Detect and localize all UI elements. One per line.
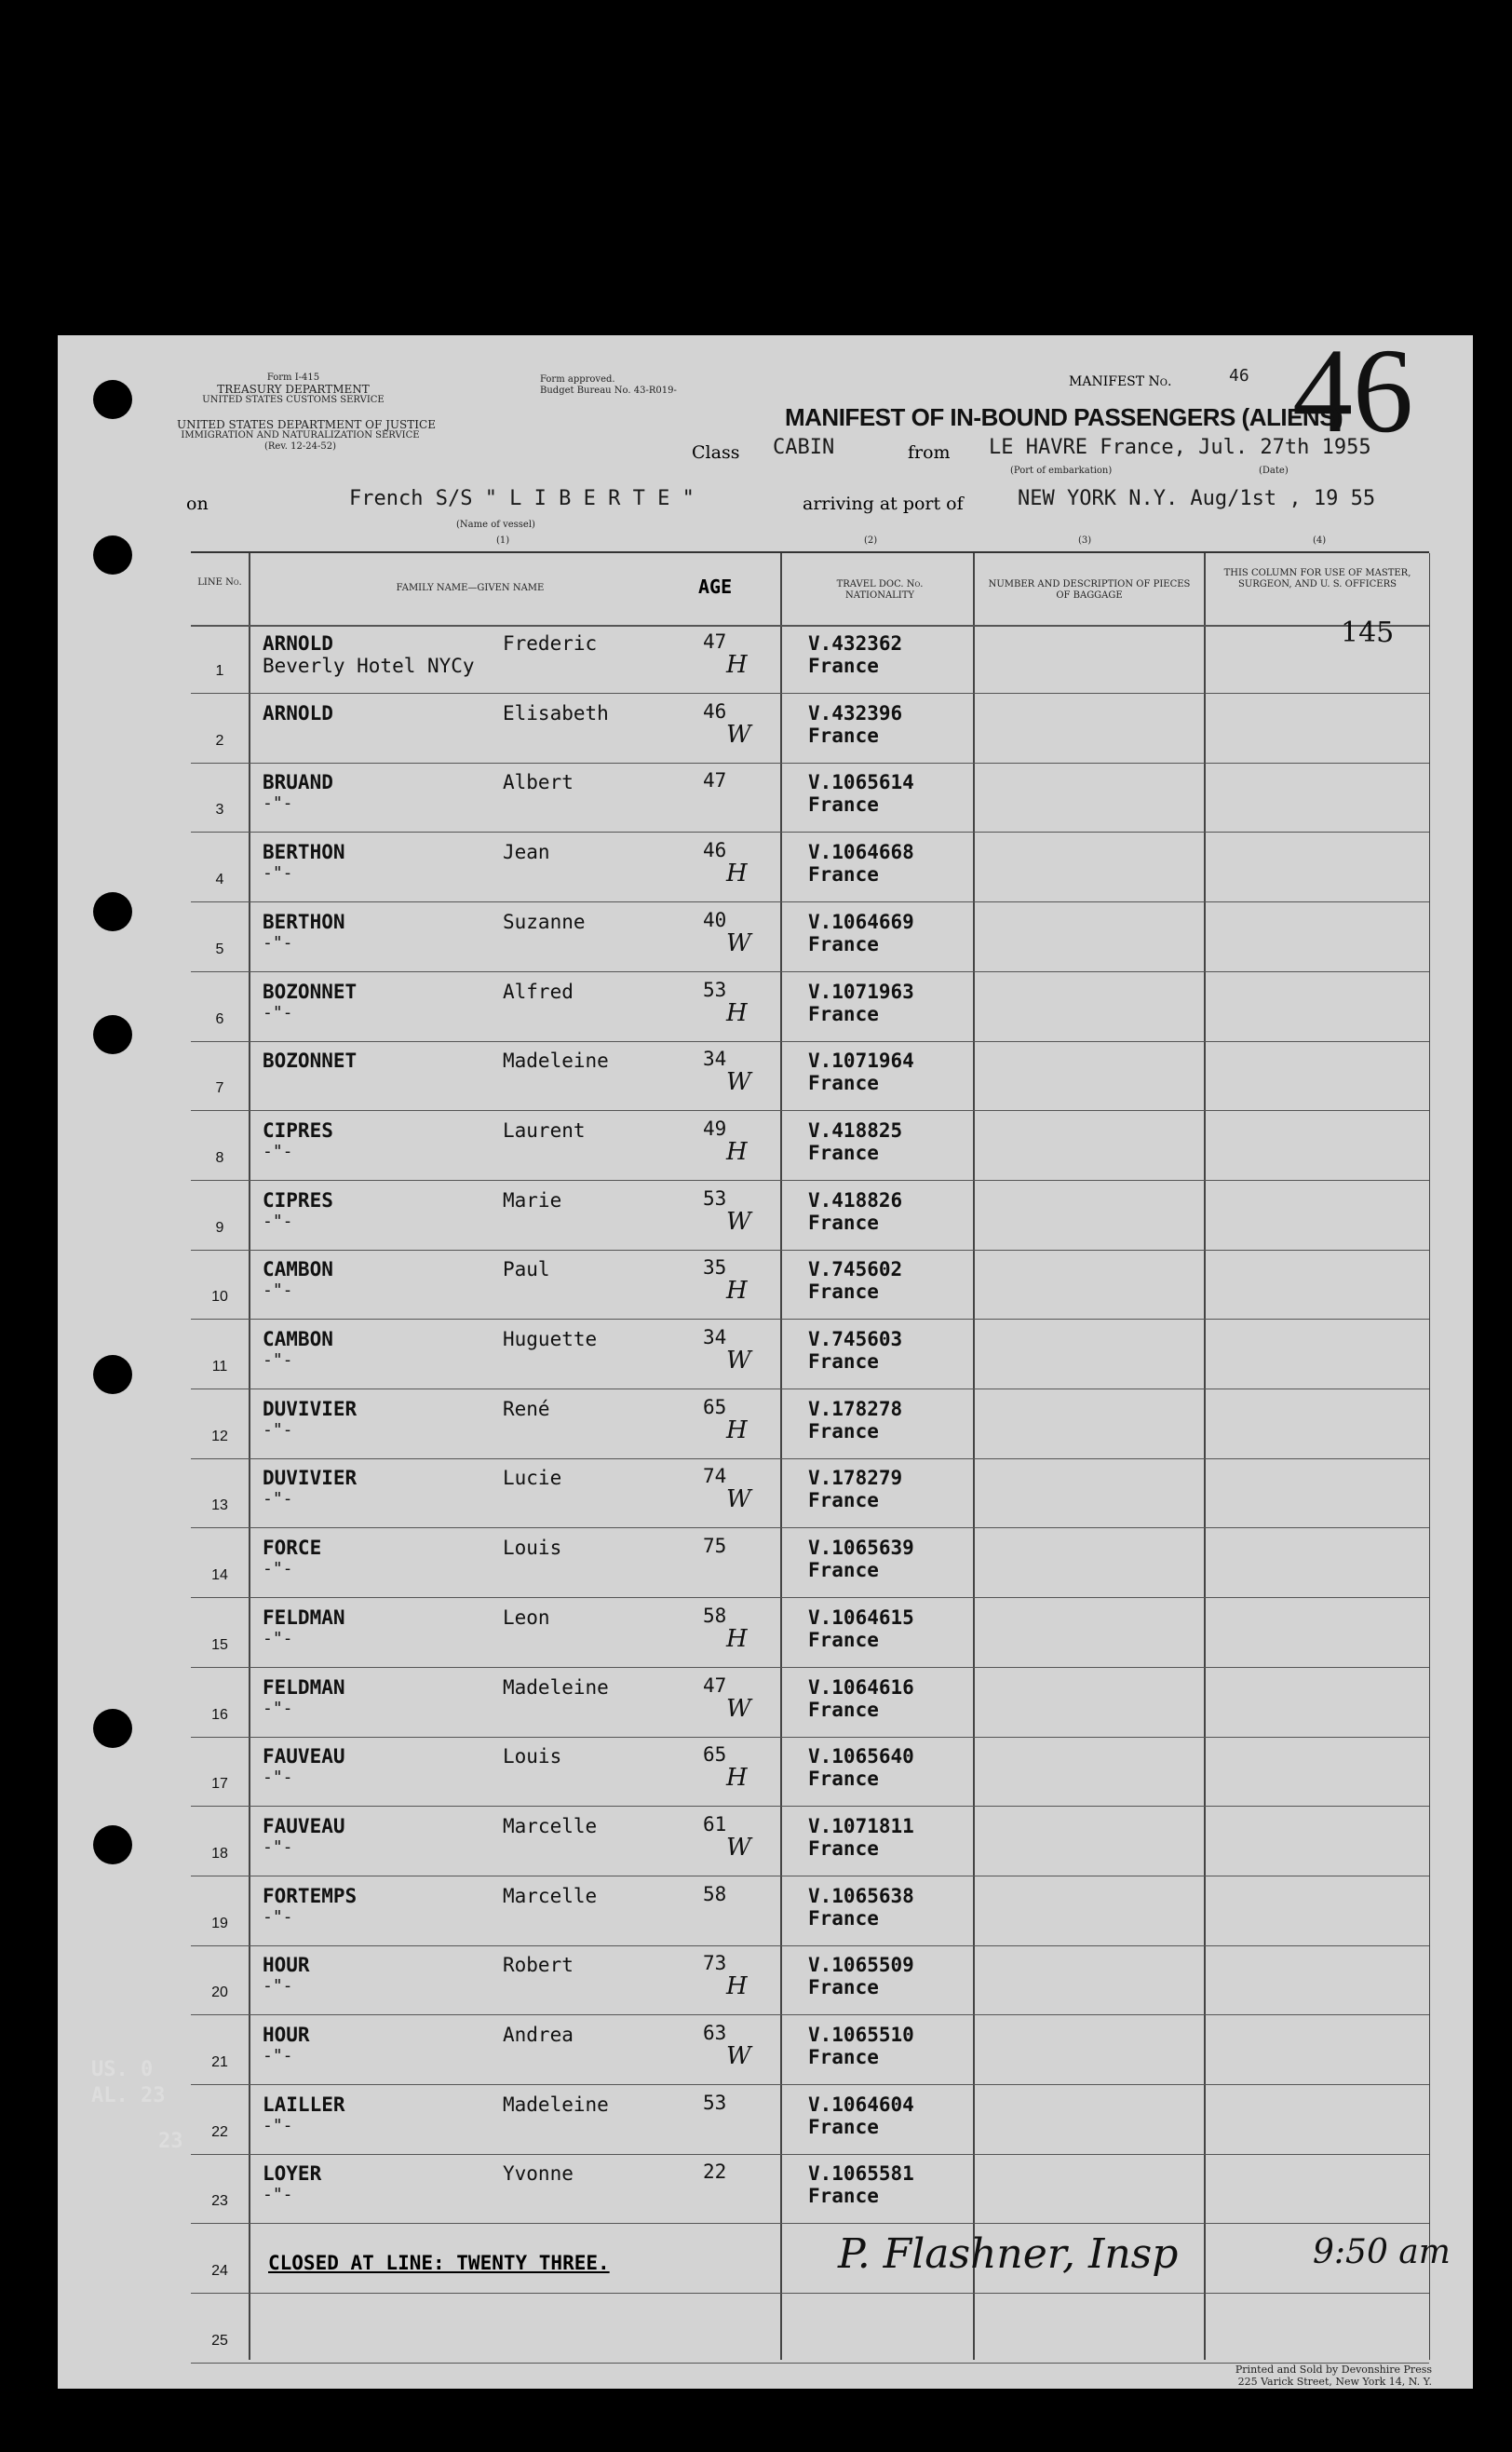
family-name: FELDMAN bbox=[263, 1606, 345, 1629]
travel-doc-number: V.1064615 bbox=[808, 1606, 914, 1629]
nationality: France bbox=[808, 1699, 879, 1721]
family-name: DUVIVIER bbox=[263, 1467, 358, 1489]
age: 63 bbox=[703, 2022, 727, 2044]
line-number: 15 bbox=[211, 1637, 228, 1653]
col-header-name: FAMILY NAME—GIVEN NAME bbox=[396, 583, 545, 593]
vessel-name: French S/S " L I B E R T E " bbox=[349, 487, 695, 510]
travel-doc-number: V.1064669 bbox=[808, 911, 914, 933]
sex-mark: H bbox=[726, 999, 748, 1027]
given-name: Leon bbox=[503, 1606, 550, 1629]
travel-doc-number: V.432362 bbox=[808, 632, 903, 655]
sex-mark: W bbox=[726, 2042, 751, 2070]
nationality: France bbox=[808, 1003, 879, 1025]
inspector-signature: P. Flashner, Insp bbox=[838, 2230, 1179, 2278]
age: 65 bbox=[703, 1743, 727, 1766]
sex-mark: H bbox=[726, 1416, 748, 1444]
nationality: France bbox=[808, 2116, 879, 2138]
residence-or-ditto: -"- bbox=[263, 1768, 293, 1787]
nationality: France bbox=[808, 2046, 879, 2068]
given-name: Lucie bbox=[503, 1467, 562, 1489]
given-name: René bbox=[503, 1398, 550, 1420]
family-name: LOYER bbox=[263, 2162, 322, 2185]
residence-or-ditto: -"- bbox=[263, 1212, 293, 1231]
form-header-justice: UNITED STATES DEPARTMENT OF JUSTICE IMMIGRATION AND NATURALIZATION SERVICE (Rev. 12-24-52) bbox=[177, 418, 436, 452]
manifest-number-typed: 46 bbox=[1229, 366, 1249, 386]
residence-or-ditto: -"- bbox=[263, 1420, 293, 1440]
col-header-age: AGE bbox=[698, 576, 733, 598]
family-name: CIPRES bbox=[263, 1189, 333, 1212]
residence-or-ditto: -"- bbox=[263, 1976, 293, 1996]
age: 61 bbox=[703, 1813, 727, 1836]
date-caption: (Date) bbox=[1259, 466, 1289, 476]
nationality: France bbox=[808, 1280, 879, 1303]
line-number: 24 bbox=[211, 2263, 228, 2279]
age: 47 bbox=[703, 769, 727, 792]
given-name: Louis bbox=[503, 1745, 562, 1768]
line-number: 16 bbox=[211, 1707, 228, 1723]
col-header-officers: THIS COLUMN FOR USE OF MASTER, SURGEON, AND U. S. OFFICERS bbox=[1223, 568, 1411, 589]
nationality: France bbox=[808, 1976, 879, 1998]
age: 75 bbox=[703, 1535, 727, 1557]
residence-or-ditto: Beverly Hotel NYCy bbox=[263, 655, 475, 677]
binder-hole bbox=[93, 535, 132, 575]
age: 53 bbox=[703, 2092, 727, 2114]
travel-doc-number: V.1065614 bbox=[808, 771, 914, 793]
class-label: Class bbox=[692, 442, 740, 463]
sex-mark: H bbox=[726, 1138, 748, 1166]
given-name: Laurent bbox=[503, 1119, 586, 1142]
age: 53 bbox=[703, 1187, 727, 1210]
given-name: Madeleine bbox=[503, 1050, 609, 1072]
given-name: Elisabeth bbox=[503, 702, 609, 725]
nationality: France bbox=[808, 793, 879, 816]
family-name: FORTEMPS bbox=[263, 1885, 358, 1907]
line-number: 5 bbox=[215, 942, 224, 957]
arrival-port-date: NEW YORK N.Y. Aug/1st , 19 55 bbox=[1018, 487, 1376, 510]
binder-hole bbox=[93, 1015, 132, 1054]
binder-hole bbox=[93, 1825, 132, 1864]
line-number: 4 bbox=[215, 872, 224, 887]
family-name: BRUAND bbox=[263, 771, 333, 793]
family-name: CIPRES bbox=[263, 1119, 333, 1142]
residence-or-ditto: -"- bbox=[263, 1489, 293, 1509]
passenger-table bbox=[191, 551, 1429, 2360]
age: 65 bbox=[703, 1396, 727, 1418]
given-name: Robert bbox=[503, 1954, 574, 1976]
nationality: France bbox=[808, 1907, 879, 1930]
family-name: FORCE bbox=[263, 1537, 322, 1559]
line-number: 9 bbox=[215, 1220, 224, 1236]
line-number: 14 bbox=[211, 1567, 228, 1583]
residence-or-ditto: -"- bbox=[263, 1559, 293, 1578]
age: 47 bbox=[703, 630, 727, 653]
given-name: Albert bbox=[503, 771, 574, 793]
line-number: 17 bbox=[211, 1776, 228, 1792]
residence-or-ditto: -"- bbox=[263, 1837, 293, 1857]
residence-or-ditto: -"- bbox=[263, 1280, 293, 1300]
col-header-line: LINE No. bbox=[197, 577, 242, 588]
travel-doc-number: V.745603 bbox=[808, 1328, 903, 1350]
manifest-number-label: MANIFEST No. bbox=[1069, 374, 1172, 389]
given-name: Marcelle bbox=[503, 1815, 598, 1837]
travel-doc-number: V.1071811 bbox=[808, 1815, 914, 1837]
family-name: BERTHON bbox=[263, 841, 345, 863]
sex-mark: W bbox=[726, 1068, 751, 1096]
family-name: DUVIVIER bbox=[263, 1398, 358, 1420]
line-number: 23 bbox=[211, 2193, 228, 2209]
sex-mark: W bbox=[726, 1834, 751, 1862]
age: 58 bbox=[703, 1605, 727, 1627]
family-name: LAILLER bbox=[263, 2093, 345, 2116]
given-name: Suzanne bbox=[503, 911, 586, 933]
line-number: 7 bbox=[215, 1080, 224, 1096]
binder-hole bbox=[93, 380, 132, 419]
line-number: 12 bbox=[211, 1429, 228, 1444]
age: 74 bbox=[703, 1465, 727, 1487]
from-label: from bbox=[908, 442, 951, 463]
manifest-title: MANIFEST OF IN-BOUND PASSENGERS (ALIENS) bbox=[785, 403, 1343, 431]
age: 35 bbox=[703, 1256, 727, 1279]
given-name: Madeleine bbox=[503, 2093, 609, 2116]
sex-mark: W bbox=[726, 929, 751, 957]
residence-or-ditto: -"- bbox=[263, 1907, 293, 1927]
sex-mark: W bbox=[726, 1347, 751, 1375]
age: 49 bbox=[703, 1118, 727, 1140]
residence-or-ditto: -"- bbox=[263, 1350, 293, 1370]
sex-mark: H bbox=[726, 651, 748, 679]
family-name: FAUVEAU bbox=[263, 1745, 345, 1768]
family-name: FAUVEAU bbox=[263, 1815, 345, 1837]
binder-hole bbox=[93, 1709, 132, 1748]
residence-or-ditto: -"- bbox=[263, 2185, 293, 2204]
residence-or-ditto: -"- bbox=[263, 863, 293, 883]
sex-mark: H bbox=[726, 1972, 748, 2000]
col-num-2: (2) bbox=[864, 535, 878, 546]
nationality: France bbox=[808, 655, 879, 677]
line-number: 3 bbox=[215, 802, 224, 818]
line-number: 22 bbox=[211, 2124, 228, 2140]
family-name: HOUR bbox=[263, 1954, 310, 1976]
nationality: France bbox=[808, 1559, 879, 1581]
family-name: ARNOLD bbox=[263, 702, 333, 725]
age: 53 bbox=[703, 979, 727, 1001]
on-label: on bbox=[186, 494, 209, 514]
nationality: France bbox=[808, 1768, 879, 1790]
nationality: France bbox=[808, 863, 879, 886]
line-number: 11 bbox=[211, 1359, 228, 1375]
class-value: CABIN bbox=[773, 436, 835, 459]
binder-hole bbox=[93, 1355, 132, 1394]
family-name: CAMBON bbox=[263, 1258, 333, 1280]
residence-or-ditto: -"- bbox=[263, 1142, 293, 1161]
officer-note: 145 bbox=[1341, 616, 1395, 649]
residence-or-ditto: -"- bbox=[263, 2116, 293, 2135]
tally-us: US. 0 bbox=[91, 2058, 154, 2081]
line-number: 6 bbox=[215, 1011, 224, 1027]
age: 46 bbox=[703, 700, 727, 723]
line-number: 18 bbox=[211, 1846, 228, 1862]
col-num-1: (1) bbox=[496, 535, 510, 546]
col-num-3: (3) bbox=[1078, 535, 1092, 546]
col-num-4: (4) bbox=[1313, 535, 1327, 546]
travel-doc-number: V.1065640 bbox=[808, 1745, 914, 1768]
travel-doc-number: V.418826 bbox=[808, 1189, 903, 1212]
sex-mark: W bbox=[726, 1208, 751, 1236]
age: 58 bbox=[703, 1883, 727, 1905]
line-number: 10 bbox=[211, 1289, 228, 1305]
line-number: 2 bbox=[215, 733, 224, 749]
age: 34 bbox=[703, 1326, 727, 1348]
travel-doc-number: V.432396 bbox=[808, 702, 903, 725]
age: 22 bbox=[703, 2161, 727, 2183]
form-approval: Form approved. Budget Bureau No. 43-R019- bbox=[540, 374, 677, 396]
line-number: 25 bbox=[211, 2333, 228, 2349]
line-number: 20 bbox=[211, 1985, 228, 2000]
line-number: 19 bbox=[211, 1916, 228, 1931]
family-name: BOZONNET bbox=[263, 981, 358, 1003]
nationality: France bbox=[808, 1142, 879, 1164]
given-name: Marie bbox=[503, 1189, 562, 1212]
travel-doc-number: V.1065639 bbox=[808, 1537, 914, 1559]
travel-doc-number: V.1071964 bbox=[808, 1050, 914, 1072]
given-name: Frederic bbox=[503, 632, 598, 655]
given-name: Jean bbox=[503, 841, 550, 863]
family-name: ARNOLD bbox=[263, 632, 333, 655]
nationality: France bbox=[808, 1489, 879, 1511]
family-name: BERTHON bbox=[263, 911, 345, 933]
travel-doc-number: V.1065510 bbox=[808, 2024, 914, 2046]
residence-or-ditto: -"- bbox=[263, 793, 293, 813]
age: 40 bbox=[703, 909, 727, 931]
port-of-embarkation: LE HAVRE France, Jul. 27th 1955 bbox=[989, 436, 1371, 459]
line-number: 13 bbox=[211, 1497, 228, 1513]
given-name: Huguette bbox=[503, 1328, 598, 1350]
arriving-label: arriving at port of bbox=[803, 494, 964, 514]
port-caption: (Port of embarkation) bbox=[1010, 466, 1113, 476]
given-name: Madeleine bbox=[503, 1676, 609, 1699]
sex-mark: H bbox=[726, 1625, 748, 1653]
col-header-baggage: NUMBER AND DESCRIPTION OF PIECES OF BAGGAGE bbox=[988, 579, 1191, 601]
nationality: France bbox=[808, 725, 879, 747]
given-name: Marcelle bbox=[503, 1885, 598, 1907]
given-name: Paul bbox=[503, 1258, 550, 1280]
travel-doc-number: V.1071963 bbox=[808, 981, 914, 1003]
given-name: Louis bbox=[503, 1537, 562, 1559]
age: 73 bbox=[703, 1952, 727, 1974]
form-header-left: Form I-415 TREASURY DEPARTMENT UNITED STATES CUSTOMS SERVICE bbox=[202, 373, 385, 405]
travel-doc-number: V.1065581 bbox=[808, 2162, 914, 2185]
family-name: BOZONNET bbox=[263, 1050, 358, 1072]
nationality: France bbox=[808, 1212, 879, 1234]
signature-time: 9:50 am bbox=[1313, 2233, 1451, 2271]
sex-mark: W bbox=[726, 721, 751, 749]
nationality: France bbox=[808, 1629, 879, 1651]
sex-mark: W bbox=[726, 1695, 751, 1723]
travel-doc-number: V.745602 bbox=[808, 1258, 903, 1280]
nationality: France bbox=[808, 2185, 879, 2207]
line-number: 8 bbox=[215, 1150, 224, 1166]
nationality: France bbox=[808, 1072, 879, 1094]
travel-doc-number: V.1064668 bbox=[808, 841, 914, 863]
given-name: Alfred bbox=[503, 981, 574, 1003]
travel-doc-number: V.418825 bbox=[808, 1119, 903, 1142]
vessel-caption: (Name of vessel) bbox=[456, 520, 535, 530]
family-name: FELDMAN bbox=[263, 1676, 345, 1699]
col-header-travel-doc: TRAVEL DOC. No. NATIONALITY bbox=[836, 579, 924, 601]
travel-doc-number: V.1064604 bbox=[808, 2093, 914, 2116]
sex-mark: H bbox=[726, 1277, 748, 1305]
age: 46 bbox=[703, 839, 727, 861]
residence-or-ditto: -"- bbox=[263, 1003, 293, 1023]
travel-doc-number: V.1065638 bbox=[808, 1885, 914, 1907]
line-number: 1 bbox=[215, 663, 224, 679]
closing-statement: CLOSED AT LINE: TWENTY THREE. bbox=[268, 2252, 610, 2274]
line-number: 21 bbox=[211, 2054, 228, 2070]
travel-doc-number: V.1064616 bbox=[808, 1676, 914, 1699]
nationality: France bbox=[808, 1420, 879, 1443]
nationality: France bbox=[808, 1350, 879, 1373]
age: 34 bbox=[703, 1048, 727, 1070]
sex-mark: H bbox=[726, 860, 748, 887]
travel-doc-number: V.178279 bbox=[808, 1467, 903, 1489]
residence-or-ditto: -"- bbox=[263, 2046, 293, 2066]
residence-or-ditto: -"- bbox=[263, 1629, 293, 1648]
sex-mark: W bbox=[726, 1485, 751, 1513]
given-name: Yvonne bbox=[503, 2162, 574, 2185]
sex-mark: H bbox=[726, 1764, 748, 1792]
family-name: HOUR bbox=[263, 2024, 310, 2046]
printer-footer: Printed and Sold by Devonshire Press 225 Varick Street, New York 14, N. Y. bbox=[1235, 2364, 1432, 2388]
travel-doc-number: V.178278 bbox=[808, 1398, 903, 1420]
age: 47 bbox=[703, 1674, 727, 1697]
tally-al: AL. 23 bbox=[91, 2084, 166, 2107]
travel-doc-number: V.1065509 bbox=[808, 1954, 914, 1976]
tally-total: 23 bbox=[158, 2130, 183, 2153]
manifest-number-large: 46 bbox=[1292, 324, 1413, 458]
binder-hole bbox=[93, 892, 132, 931]
residence-or-ditto: -"- bbox=[263, 1699, 293, 1718]
nationality: France bbox=[808, 1837, 879, 1860]
given-name: Andrea bbox=[503, 2024, 574, 2046]
residence-or-ditto: -"- bbox=[263, 933, 293, 953]
family-name: CAMBON bbox=[263, 1328, 333, 1350]
nationality: France bbox=[808, 933, 879, 955]
